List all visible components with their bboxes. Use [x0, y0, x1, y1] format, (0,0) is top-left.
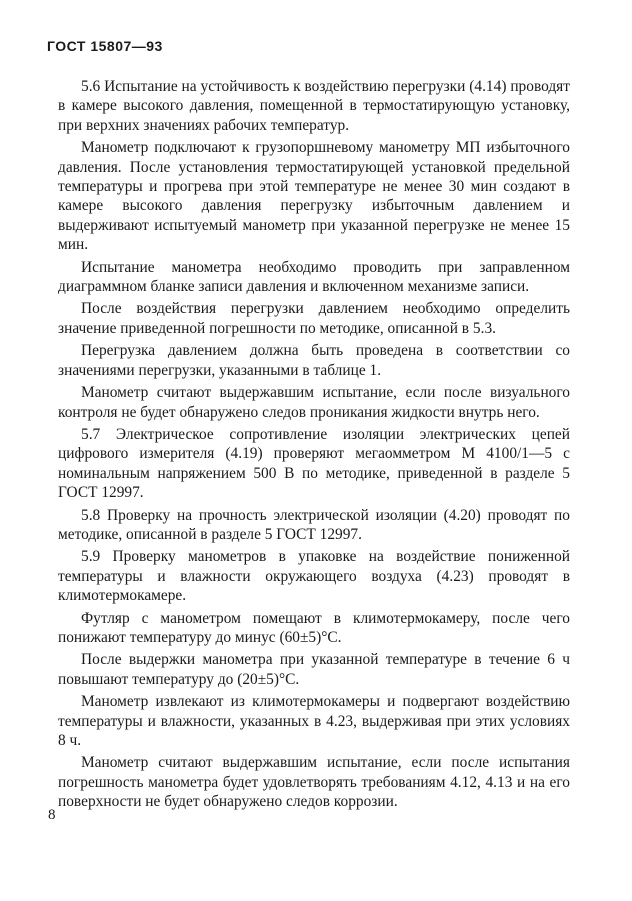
paragraph-5-8: 5.8 Проверку на прочность электрической изоляции (4.20) проводят по методике, описанной в разделе 5 ГОСТ 12997. — [58, 506, 570, 543]
paragraph-temperature-raise: После выдержки манометра при указанной температуре в течение 6 ч повышают температуру до (20±5)°С. — [58, 651, 570, 688]
paragraph-case-cooling: Футляр с манометром помещают в климотермокамеру, после чего понижают температуру до минус (60±5)°С. — [58, 609, 570, 646]
page-number: 8 — [48, 807, 56, 823]
paragraph-overload-values: Перегрузка давлением должна быть проведена в соответствии со значениями перегрузки, указанными в таблице 1. — [58, 342, 570, 379]
paragraph-5-7: 5.7 Электрическое сопротивление изоляции электрических цепей цифрового измерителя (4.19) проверяют мегаомметром М 4100/1—5 с номинальным напряжением 500 В по методике, приведенной в разделе 5 ГОСТ 12997. — [58, 425, 570, 502]
paragraph-manometer-connection: Манометр подключают к грузопоршневому манометру МП избыточного давления. После установления термостатирующей установкой предельной температуры и прогрева при этой температуре не менее 30 мин создают в камере высокого давления перегрузку избыточным давлением и выдерживают испытуемый манометр при указанной перегрузке не менее 15 мин. — [58, 139, 570, 254]
page-header-standard: ГОСТ 15807—93 — [47, 38, 163, 54]
paragraph-humidity-exposure: Манометр извлекают из климотермокамеры и подвергают воздействию температуры и влажности, указанных в 4.23, выдерживая при этих условиях 8 ч. — [58, 693, 570, 749]
paragraph-corrosion-criteria: Манометр считают выдержавшим испытание, если после испытания погрешность манометра будет удовлетворять требованиям 4.12, 4.13 и на его поверхности не будет обнаружено следов коррозии. — [58, 754, 570, 811]
paragraph-5-6: 5.6 Испытание на устойчивость к воздействию перегрузки (4.14) проводят в камере высокого давления, помещенной в термостатирующую установку, при верхних значениях рабочих температур. — [58, 78, 570, 134]
document-body — [58, 77, 570, 815]
paragraph-leak-criteria: Манометр считают выдержавшим испытание, если после визуального контроля не будет обнаружено следов проникания жидкости внутрь него. — [58, 384, 570, 421]
paragraph-error-determination: После воздействия перегрузки давлением необходимо определить значение приведенной погрешности по методике, описанной в 5.3. — [58, 300, 570, 337]
paragraph-5-9: 5.9 Проверку манометров в упаковке на воздействие пониженной температуры и влажности окружающего воздуха (4.23) проводят в климотермокамере. — [58, 548, 570, 605]
paragraph-recording-condition: Испытание манометра необходимо проводить при заправленном диаграммном бланке записи давления и включенном механизме записи. — [58, 258, 570, 296]
